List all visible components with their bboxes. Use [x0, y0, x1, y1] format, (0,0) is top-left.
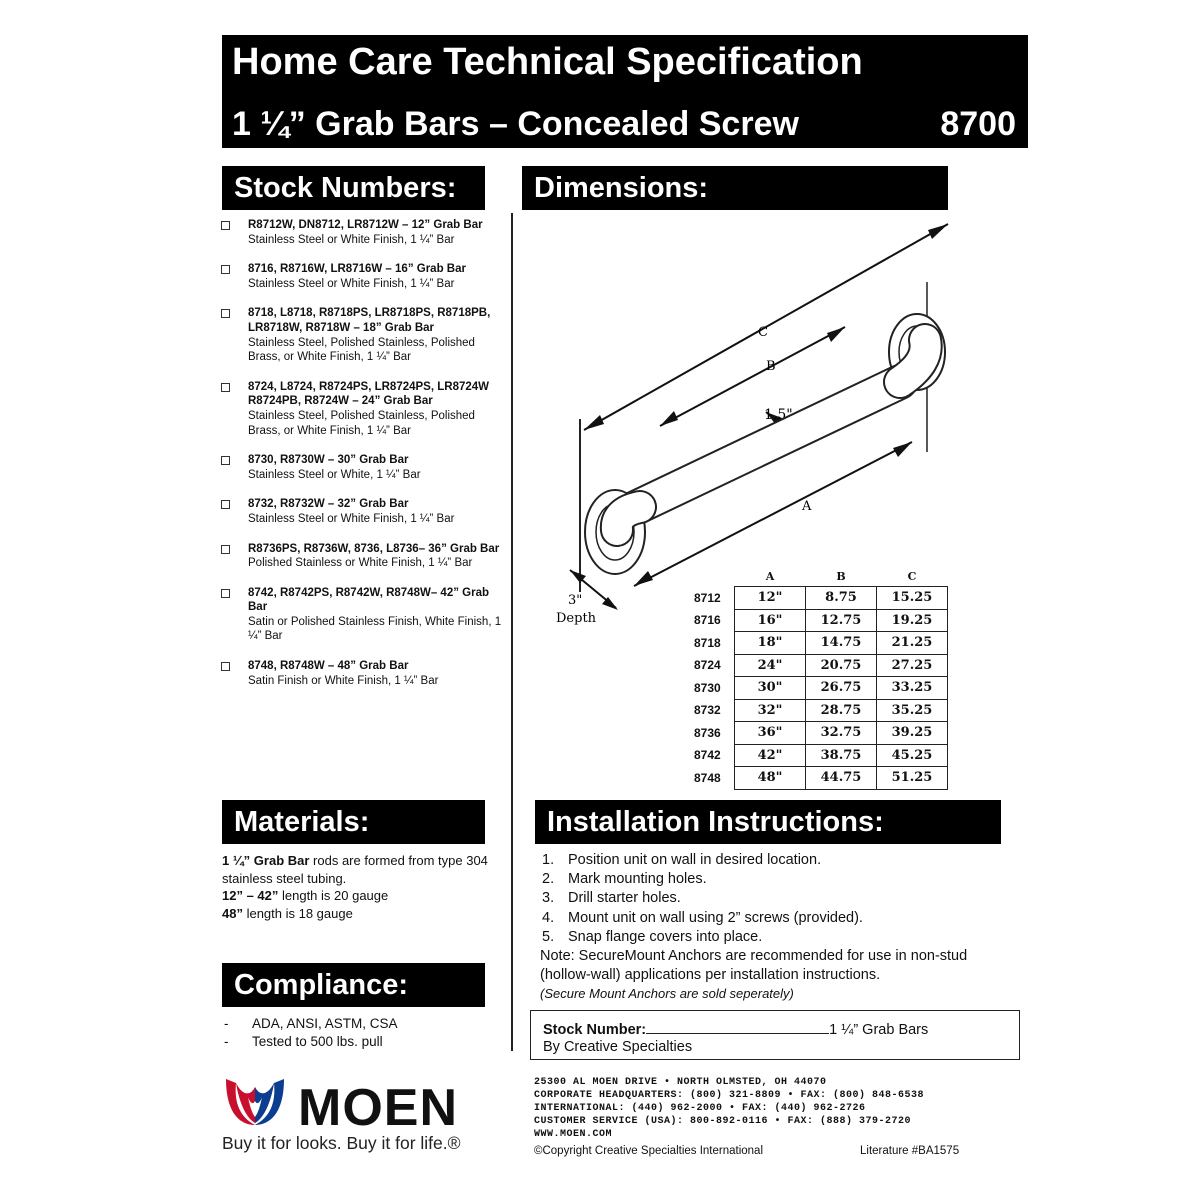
document-title: Home Care Technical Specification — [232, 41, 863, 83]
grab-bar-illustration — [585, 314, 945, 574]
checkbox-icon — [221, 589, 230, 598]
stock-item: R8712W, DN8712, LR8712W – 12” Grab Bar Stainless Steel or White Finish, 1 ¼” Bar — [220, 218, 510, 247]
arrowhead-icon — [584, 415, 604, 430]
stock-item: 8748, R8748W – 48” Grab Bar Satin Finish or White Finish, 1 ¼” Bar — [220, 659, 510, 688]
stock-box-by: By Creative Specialties — [543, 1039, 693, 1055]
document-subtitle: 1 ¼” Grab Bars – Concealed Screw — [232, 105, 799, 143]
document-header — [222, 35, 1028, 148]
column-divider — [511, 213, 513, 1051]
stock-item: R8736PS, R8736W, 8736, L8736– 36” Grab Bar Polished Stainless or White Finish, 1 ¼” Bar — [220, 542, 510, 571]
table-header-row — [690, 566, 948, 587]
stock-item: 8732, R8732W – 32” Grab Bar Stainless Steel or White Finish, 1 ¼” Bar — [220, 497, 510, 526]
column-header: C — [907, 569, 917, 583]
table-row: 8730 30" 26.75 33.25 — [690, 677, 948, 700]
installation-heading: Installation Instructions: — [535, 800, 1001, 844]
dimensions-heading: Dimensions: — [522, 166, 948, 210]
arrowhead-icon — [893, 442, 912, 457]
arrowhead-icon — [827, 327, 845, 342]
arrowhead-icon — [660, 411, 678, 426]
literature-number: Literature #BA1575 — [860, 1145, 960, 1157]
table-row: 8716 16" 12.75 19.25 — [690, 609, 948, 632]
list-item: 1. Position unit on wall in desired location. — [542, 852, 822, 868]
table-row: 8732 32" 28.75 35.25 — [690, 699, 948, 722]
moen-wordmark: MOEN — [298, 1079, 458, 1137]
list-item: - ADA, ANSI, ASTM, CSA — [224, 1016, 398, 1031]
table-row: 8712 12" 8.75 15.25 — [690, 587, 948, 610]
checkbox-icon — [221, 456, 230, 465]
copyright-text: ©Copyright Creative Specialties International — [534, 1145, 764, 1157]
table-row: 8748 48" 44.75 51.25 — [690, 767, 948, 790]
company-address: 25300 AL MOEN DRIVE • NORTH OLMSTED, OH 44070 CORPORATE HEADQUARTERS: (800) 321-8809 • FAX: (800) 848-6538 INTERNATIONAL: (440) 962-2000 • FAX: (440) 962-2726 CUSTOMER SERVICE (USA): 800-892-0116 • FAX: (888) 379-2720 WWW.MOEN.COM — [534, 1077, 925, 1140]
checkbox-icon — [221, 500, 230, 509]
column-header: A — [765, 569, 775, 583]
brand-tagline: Buy it for looks. Buy it for life.® — [222, 1133, 461, 1153]
label-c: C — [758, 325, 768, 340]
label-b: B — [766, 359, 776, 374]
column-header: B — [836, 569, 846, 583]
installation-note-italic: (Secure Mount Anchors are sold seperately) — [540, 986, 794, 1001]
dimensions-table — [690, 566, 948, 790]
checkbox-icon — [221, 545, 230, 554]
checkbox-icon — [221, 221, 230, 230]
table-row: 8742 42" 38.75 45.25 — [690, 744, 948, 767]
label-depth-word: Depth — [556, 611, 597, 626]
checkbox-icon — [221, 662, 230, 671]
stock-box-product: 1 ¼” Grab Bars — [829, 1022, 929, 1038]
stock-number-label: Stock Number: — [543, 1022, 647, 1038]
checkbox-icon — [221, 309, 230, 318]
materials-text: 1 ¼” Grab Bar rods are formed from type 304 stainless steel tubing. 12” – 42” length is 20 gauge 48” length is 18 gauge — [222, 853, 488, 921]
moen-logo-icon — [222, 1073, 288, 1129]
checkbox-icon — [221, 383, 230, 392]
stock-item: 8730, R8730W – 30” Grab Bar Stainless Steel or White, 1 ¼” Bar — [220, 453, 510, 482]
stock-number-blank — [646, 1019, 829, 1034]
checkbox-icon — [221, 265, 230, 274]
stock-item: 8718, L8718, R8718PS, LR8718PS, R8718PB, LR8718W, R8718W – 18” Grab Bar Stainless Steel, Polished Stainless, Polished Brass, or White Finish, 1 ¼” Bar — [220, 306, 510, 364]
label-depth-value: 3" — [568, 593, 583, 608]
arrowhead-icon — [928, 224, 948, 239]
stock-item: 8724, L8724, R8724PS, LR8724PS, LR8724W R8724PB, R8724W – 24” Grab Bar Stainless Steel, Polished Stainless, Polished Brass, or White Finish, 1 ¼” Bar — [220, 380, 510, 438]
list-item: - Tested to 500 lbs. pull — [224, 1033, 383, 1049]
stock-number-box — [530, 1010, 1020, 1060]
list-item: 3. Drill starter holes. — [542, 890, 681, 907]
stock-item: 8742, R8742PS, R8742W, R8748W– 42” Grab Bar Satin or Polished Stainless Finish, White Finish, 1 ¼” Bar — [220, 586, 510, 644]
compliance-list — [222, 1015, 398, 1050]
installation-note: Note: SecureMount Anchors are recommended for use in non-stud (hollow-wall) applications per installation instructions. — [540, 948, 968, 983]
arrowhead-icon — [634, 571, 653, 586]
list-item: 5. Snap flange covers into place. — [542, 928, 763, 945]
table-row: 8718 18" 14.75 21.25 — [690, 632, 948, 655]
materials-heading: Materials: — [222, 800, 485, 844]
table-row: 8736 36" 32.75 39.25 — [690, 722, 948, 745]
stock-numbers-list — [220, 218, 510, 703]
label-a: A — [802, 499, 812, 514]
model-number: 8700 — [940, 105, 1016, 143]
dimension-a-line — [634, 442, 912, 586]
table-row: 8724 24" 20.75 27.25 — [690, 654, 948, 677]
list-item: 4. Mount unit on wall using 2” screws (provided). — [542, 909, 863, 926]
compliance-heading: Compliance: — [222, 963, 485, 1007]
label-diameter: 1.5" — [764, 407, 793, 423]
stock-numbers-heading: Stock Numbers: — [222, 166, 485, 210]
installation-steps — [540, 851, 1010, 947]
list-item: 2. Mark mounting holes. — [542, 871, 707, 888]
stock-item: 8716, R8716W, LR8716W – 16” Grab Bar Stainless Steel or White Finish, 1 ¼” Bar — [220, 262, 510, 291]
